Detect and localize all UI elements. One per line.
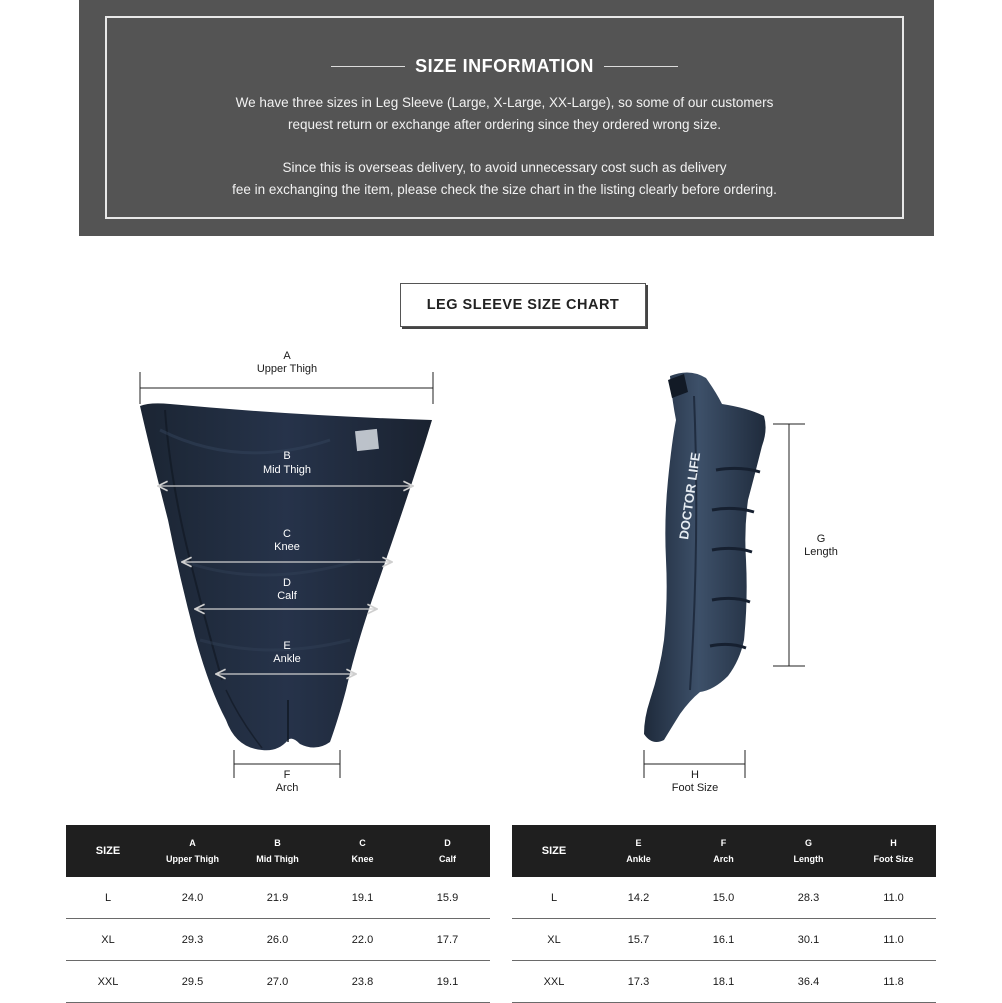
measure-h-letter: H [691, 769, 699, 781]
value-cell: 26.0 [235, 919, 320, 961]
size-information-banner [79, 0, 934, 236]
banner-paragraph-2-line-2: fee in exchanging the item, please check the size chart in the listing clearly before ordering. [232, 182, 777, 197]
column-header-c: C Knee [320, 825, 405, 877]
column-header-a: A Upper Thigh [150, 825, 235, 877]
sleeve-side-image [644, 372, 766, 742]
value-cell: 29.3 [150, 919, 235, 961]
banner-title: SIZE INFORMATION [415, 55, 594, 76]
value-cell: 24.0 [150, 877, 235, 919]
value-cell: 11.0 [851, 877, 936, 919]
value-cell: 14.2 [596, 877, 681, 919]
table-row [66, 877, 490, 919]
dimension-g-length [773, 424, 838, 666]
size-cell: L [512, 877, 596, 919]
measure-d-letter: D [283, 577, 291, 589]
banner-paragraph-1-line-2: request return or exchange after ordering since they ordered wrong size. [288, 117, 721, 132]
column-header-g: G Length [766, 825, 851, 877]
measure-a-letter: A [283, 350, 291, 362]
banner-paragraph-1 [107, 92, 902, 136]
title-rule-left [331, 66, 405, 67]
column-header-e: E Ankle [596, 825, 681, 877]
value-cell: 22.0 [320, 919, 405, 961]
value-cell: 28.3 [766, 877, 851, 919]
measure-e-name: Ankle [273, 653, 301, 665]
value-cell: 36.4 [766, 961, 851, 1003]
value-cell: 21.9 [235, 877, 320, 919]
value-cell: 17.7 [405, 919, 490, 961]
table-row [66, 961, 490, 1003]
dimension-a-upper-thigh [140, 350, 433, 404]
size-cell: XL [512, 919, 596, 961]
banner-title-row [107, 54, 902, 78]
size-chart-heading [400, 283, 646, 327]
size-cell: L [66, 877, 150, 919]
banner-paragraph-2-line-1: Since this is overseas delivery, to avoid unnecessary cost such as delivery [282, 160, 727, 175]
measure-c-name: Knee [274, 541, 300, 553]
size-column-header: SIZE [66, 825, 150, 877]
banner-paragraph-1-line-1: We have three sizes in Leg Sleeve (Large, X-Large, XX-Large), so some of our customers [235, 95, 774, 110]
measure-e-letter: E [283, 640, 291, 652]
measure-c-letter: C [283, 528, 291, 540]
value-cell: 11.0 [851, 919, 936, 961]
measure-a-name: Upper Thigh [256, 363, 318, 375]
banner-frame [105, 16, 904, 219]
size-table-left [66, 825, 490, 1003]
brand-text: DOCTOR LIFE [676, 451, 704, 541]
size-cell: XXL [66, 961, 150, 1003]
table-row [66, 919, 490, 961]
measure-g-letter: G [816, 533, 826, 545]
size-cell: XL [66, 919, 150, 961]
value-cell: 27.0 [235, 961, 320, 1003]
value-cell: 17.3 [596, 961, 681, 1003]
value-cell: 11.8 [851, 961, 936, 1003]
column-header-b: B Mid Thigh [235, 825, 320, 877]
size-cell: XXL [512, 961, 596, 1003]
size-chart-heading-text: LEG SLEEVE SIZE CHART [426, 297, 620, 313]
dimension-h-foot-size [644, 750, 745, 794]
value-cell: 30.1 [766, 919, 851, 961]
size-table-right [512, 825, 936, 1003]
banner-paragraph-2 [107, 157, 902, 201]
value-cell: 19.1 [320, 877, 405, 919]
measure-g-name: Length [804, 546, 838, 558]
column-header-h: H Foot Size [851, 825, 936, 877]
value-cell: 15.7 [596, 919, 681, 961]
measure-f-name: Arch [275, 782, 299, 794]
value-cell: 15.9 [405, 877, 490, 919]
measure-b-letter: B [283, 450, 291, 462]
title-rule-right [604, 66, 678, 67]
measure-f-letter: F [283, 769, 291, 781]
size-column-header: SIZE [512, 825, 596, 877]
dimension-f-arch [234, 750, 340, 794]
table-header-row [512, 825, 936, 877]
value-cell: 18.1 [681, 961, 766, 1003]
value-cell: 15.0 [681, 877, 766, 919]
table-row [512, 919, 936, 961]
measure-b-name: Mid Thigh [262, 464, 312, 476]
table-row [512, 961, 936, 1003]
value-cell: 23.8 [320, 961, 405, 1003]
value-cell: 16.1 [681, 919, 766, 961]
column-header-f: F Arch [681, 825, 766, 877]
value-cell: 29.5 [150, 961, 235, 1003]
measure-d-name: Calf [277, 590, 297, 602]
measure-h-name: Foot Size [671, 782, 719, 794]
table-row [512, 877, 936, 919]
table-header-row [66, 825, 490, 877]
value-cell: 19.1 [405, 961, 490, 1003]
column-header-d: D Calf [405, 825, 490, 877]
